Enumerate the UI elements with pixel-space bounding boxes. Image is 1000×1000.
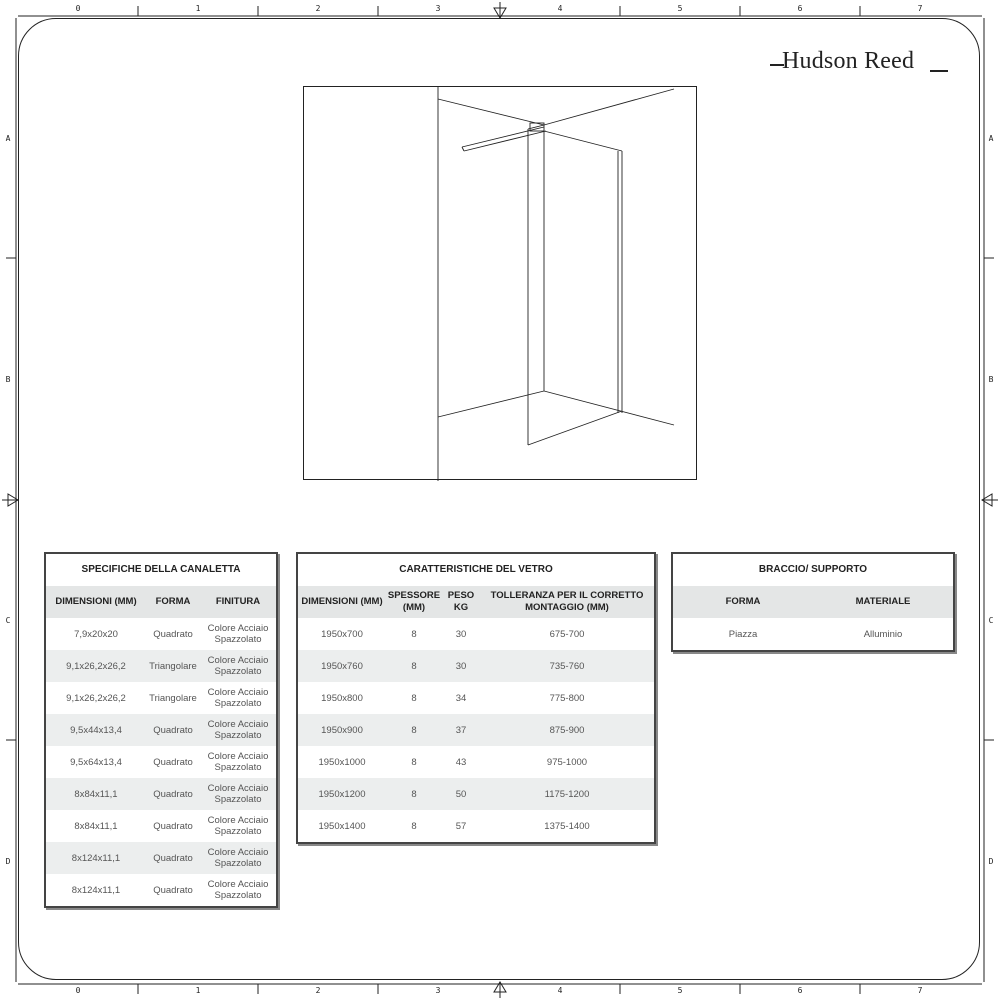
table-title: CARATTERISTICHE DEL VETRO (399, 564, 553, 575)
table-cell: 8x124x11,1 (71, 884, 121, 896)
column-header: FORMA (155, 596, 191, 607)
table-cell: Colore Acciaio Spazzolato (207, 783, 269, 805)
ruler-bottom-0: 0 (75, 986, 81, 995)
product-drawing (303, 86, 697, 480)
table-cell: 8x84x11,1 (74, 820, 118, 832)
ruler-bottom-2: 2 (315, 986, 321, 995)
table-row (46, 874, 276, 906)
ruler-top-7: 7 (917, 4, 923, 13)
ruler-left-b: B (5, 375, 11, 384)
column-header: DIMENSIONI (MM) (301, 596, 383, 607)
table-row (46, 682, 276, 714)
table-cell: 9,1x26,2x26,2 (66, 692, 126, 704)
ruler-bottom-5: 5 (677, 986, 683, 995)
table-cell: 8 (411, 692, 417, 704)
column-header: TOLLERANZA PER IL CORRETTO MONTAGGIO (MM) (490, 590, 644, 613)
table-row (46, 714, 276, 746)
ruler-bottom-1: 1 (195, 986, 201, 995)
table-cell: 775-800 (549, 692, 585, 704)
brand-rule-right (930, 70, 948, 72)
ruler-top-1: 1 (195, 4, 201, 13)
table-cell: 8 (411, 820, 417, 832)
ruler-top-3: 3 (435, 4, 441, 13)
table-cell: Colore Acciaio Spazzolato (207, 847, 269, 869)
table-cell: 8 (411, 660, 417, 672)
table-row (46, 842, 276, 874)
column-header: FINITURA (215, 596, 261, 607)
table-cell: 1175-1200 (544, 788, 590, 800)
ruler-right-a: A (988, 134, 994, 143)
ruler-top-0: 0 (75, 4, 81, 13)
ruler-top-4: 4 (557, 4, 563, 13)
table-cell: 975-1000 (546, 756, 588, 768)
table-cell: 34 (455, 692, 467, 704)
column-header: MATERIALE (855, 596, 911, 607)
table-row (298, 618, 654, 650)
ruler-left-c: C (5, 616, 11, 625)
ruler-top-5: 5 (677, 4, 683, 13)
table-cell: 9,5x64x13,4 (70, 756, 122, 768)
table-cell: 7,9x20x20 (74, 628, 118, 640)
table-cell: 875-900 (549, 724, 585, 736)
table-cell: 1950x1200 (318, 788, 366, 800)
table-cell: Triangolare (149, 692, 197, 704)
ruler-bottom-3: 3 (435, 986, 441, 995)
table-header-row (298, 586, 654, 618)
table-cell: 8 (411, 724, 417, 736)
column-header: DIMENSIONI (MM) (55, 596, 137, 607)
table-title: SPECIFICHE DELLA CANALETTA (81, 564, 241, 575)
table-cell: Colore Acciaio Spazzolato (207, 655, 269, 677)
table-cell: Colore Acciaio Spazzolato (207, 815, 269, 837)
shower-screen-illustration (304, 87, 698, 481)
brand-logo (770, 48, 960, 78)
table-row (46, 810, 276, 842)
table-cell: 8 (411, 756, 417, 768)
ruler-bottom-7: 7 (917, 986, 923, 995)
ruler-bottom-4: 4 (557, 986, 563, 995)
table-canaletta (44, 552, 278, 908)
table-header-row (673, 586, 953, 618)
table-row (298, 746, 654, 778)
table-cell: 8 (411, 788, 417, 800)
ruler-left-d: D (5, 857, 11, 866)
table-vetro (296, 552, 656, 844)
table-cell: Alluminio (863, 628, 903, 640)
table-cell: 30 (455, 628, 467, 640)
table-cell: 1950x1400 (318, 820, 366, 832)
table-cell: Triangolare (149, 660, 197, 672)
table-cell: 50 (455, 788, 467, 800)
table-cell: Quadrato (153, 852, 193, 864)
table-braccio (671, 552, 955, 652)
table-cell: Quadrato (153, 884, 193, 896)
table-cell: Quadrato (153, 788, 193, 800)
table-header-row (46, 586, 276, 618)
table-cell: 57 (455, 820, 467, 832)
table-cell: Colore Acciaio Spazzolato (207, 623, 269, 645)
column-header: SPESSORE (MM) (387, 590, 441, 613)
table-cell: 675-700 (549, 628, 585, 640)
table-row (46, 746, 276, 778)
table-cell: 8x84x11,1 (74, 788, 118, 800)
table-cell: Quadrato (153, 724, 193, 736)
table-row (298, 650, 654, 682)
table-cell: 9,1x26,2x26,2 (66, 660, 126, 672)
ruler-bottom-6: 6 (797, 986, 803, 995)
ruler-right-c: C (988, 616, 994, 625)
table-cell: 1375-1400 (544, 820, 590, 832)
table-cell: 43 (455, 756, 467, 768)
brand-name: Hudson Reed (782, 48, 915, 74)
ruler-top-6: 6 (797, 4, 803, 13)
column-header: PESO KG (447, 590, 475, 613)
table-cell: 1950x760 (321, 660, 363, 672)
table-cell: Quadrato (153, 820, 193, 832)
table-cell: Colore Acciaio Spazzolato (207, 719, 269, 741)
table-cell: 1950x700 (321, 628, 363, 640)
table-cell: Colore Acciaio Spazzolato (207, 751, 269, 773)
ruler-right-b: B (988, 375, 994, 384)
table-cell: Colore Acciaio Spazzolato (207, 687, 269, 709)
table-cell: Piazza (728, 628, 758, 640)
table-cell: 37 (455, 724, 467, 736)
table-cell: 1950x900 (321, 724, 363, 736)
ruler-right-d: D (988, 857, 994, 866)
table-cell: 8x124x11,1 (71, 852, 121, 864)
table-cell: 1950x1000 (318, 756, 366, 768)
table-row (298, 810, 654, 842)
table-cell: 9,5x44x13,4 (70, 724, 122, 736)
ruler-left-a: A (5, 134, 11, 143)
table-row (46, 778, 276, 810)
table-row (46, 650, 276, 682)
table-row (298, 778, 654, 810)
table-cell: Quadrato (153, 756, 193, 768)
table-cell: 30 (455, 660, 467, 672)
table-row (46, 618, 276, 650)
table-cell: 8 (411, 628, 417, 640)
table-cell: 1950x800 (321, 692, 363, 704)
table-title: BRACCIO/ SUPPORTO (758, 564, 868, 575)
table-row (298, 682, 654, 714)
column-header: FORMA (725, 596, 761, 607)
ruler-top-2: 2 (315, 4, 321, 13)
table-row (673, 618, 953, 650)
table-cell: Quadrato (153, 628, 193, 640)
table-cell: Colore Acciaio Spazzolato (207, 879, 269, 901)
table-row (298, 714, 654, 746)
table-cell: 735-760 (549, 660, 585, 672)
